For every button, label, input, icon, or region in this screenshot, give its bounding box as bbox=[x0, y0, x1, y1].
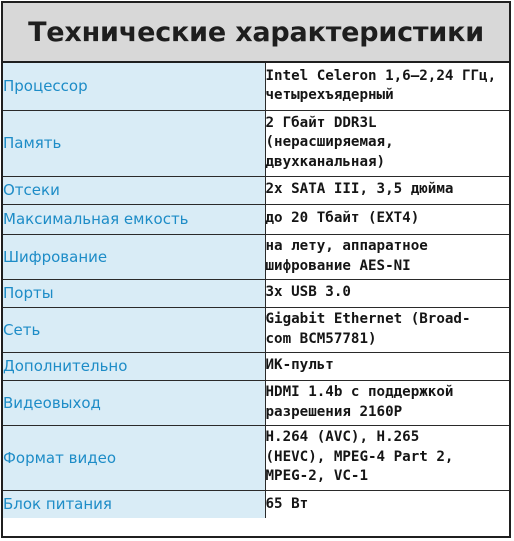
spec-value: 3x USB 3.0 bbox=[265, 279, 509, 307]
spec-label: Сеть bbox=[3, 307, 265, 352]
spec-card bbox=[1, 1, 511, 538]
spec-value: на лету, аппаратное шифрование AES-NI bbox=[265, 234, 509, 279]
table-row bbox=[3, 490, 509, 518]
spec-value: H.264 (AVC), H.265 (HEVC), MPEG-4 Part 2, MPEG-2, VC-1 bbox=[265, 425, 509, 490]
spec-value: Intel Celeron 1,6–2,24 ГГц, четырехъядерный bbox=[265, 63, 509, 110]
spec-label: Память bbox=[3, 110, 265, 176]
page-title: Технические характеристики bbox=[28, 16, 484, 48]
spec-value: 2 Гбайт DDR3L (нерасширяемая, двухканальная) bbox=[265, 110, 509, 176]
table-row bbox=[3, 234, 509, 279]
spec-label: Шифрование bbox=[3, 234, 265, 279]
table-row bbox=[3, 110, 509, 176]
spec-label: Максимальная емкость bbox=[3, 204, 265, 234]
spec-value: HDMI 1.4b с поддержкой разрешения 2160P bbox=[265, 380, 509, 425]
table-row bbox=[3, 380, 509, 425]
spec-label: Дополнительно bbox=[3, 352, 265, 380]
spec-label: Видеовыход bbox=[3, 380, 265, 425]
specs-table bbox=[3, 63, 509, 518]
spec-label: Процессор bbox=[3, 63, 265, 110]
table-row bbox=[3, 425, 509, 490]
title-bar bbox=[3, 3, 509, 63]
spec-label: Формат видео bbox=[3, 425, 265, 490]
table-row bbox=[3, 176, 509, 204]
table-row bbox=[3, 63, 509, 110]
spec-value: Gigabit Ethernet (Broad- com BCM57781) bbox=[265, 307, 509, 352]
spec-label: Блок питания bbox=[3, 490, 265, 518]
spec-value: 65 Вт bbox=[265, 490, 509, 518]
table-row bbox=[3, 352, 509, 380]
table-row bbox=[3, 279, 509, 307]
spec-label: Отсеки bbox=[3, 176, 265, 204]
table-row bbox=[3, 204, 509, 234]
table-row bbox=[3, 307, 509, 352]
spec-label: Порты bbox=[3, 279, 265, 307]
spec-value: 2x SATA III, 3,5 дюйма bbox=[265, 176, 509, 204]
spec-value: ИК-пульт bbox=[265, 352, 509, 380]
spec-value: до 20 Тбайт (EXT4) bbox=[265, 204, 509, 234]
